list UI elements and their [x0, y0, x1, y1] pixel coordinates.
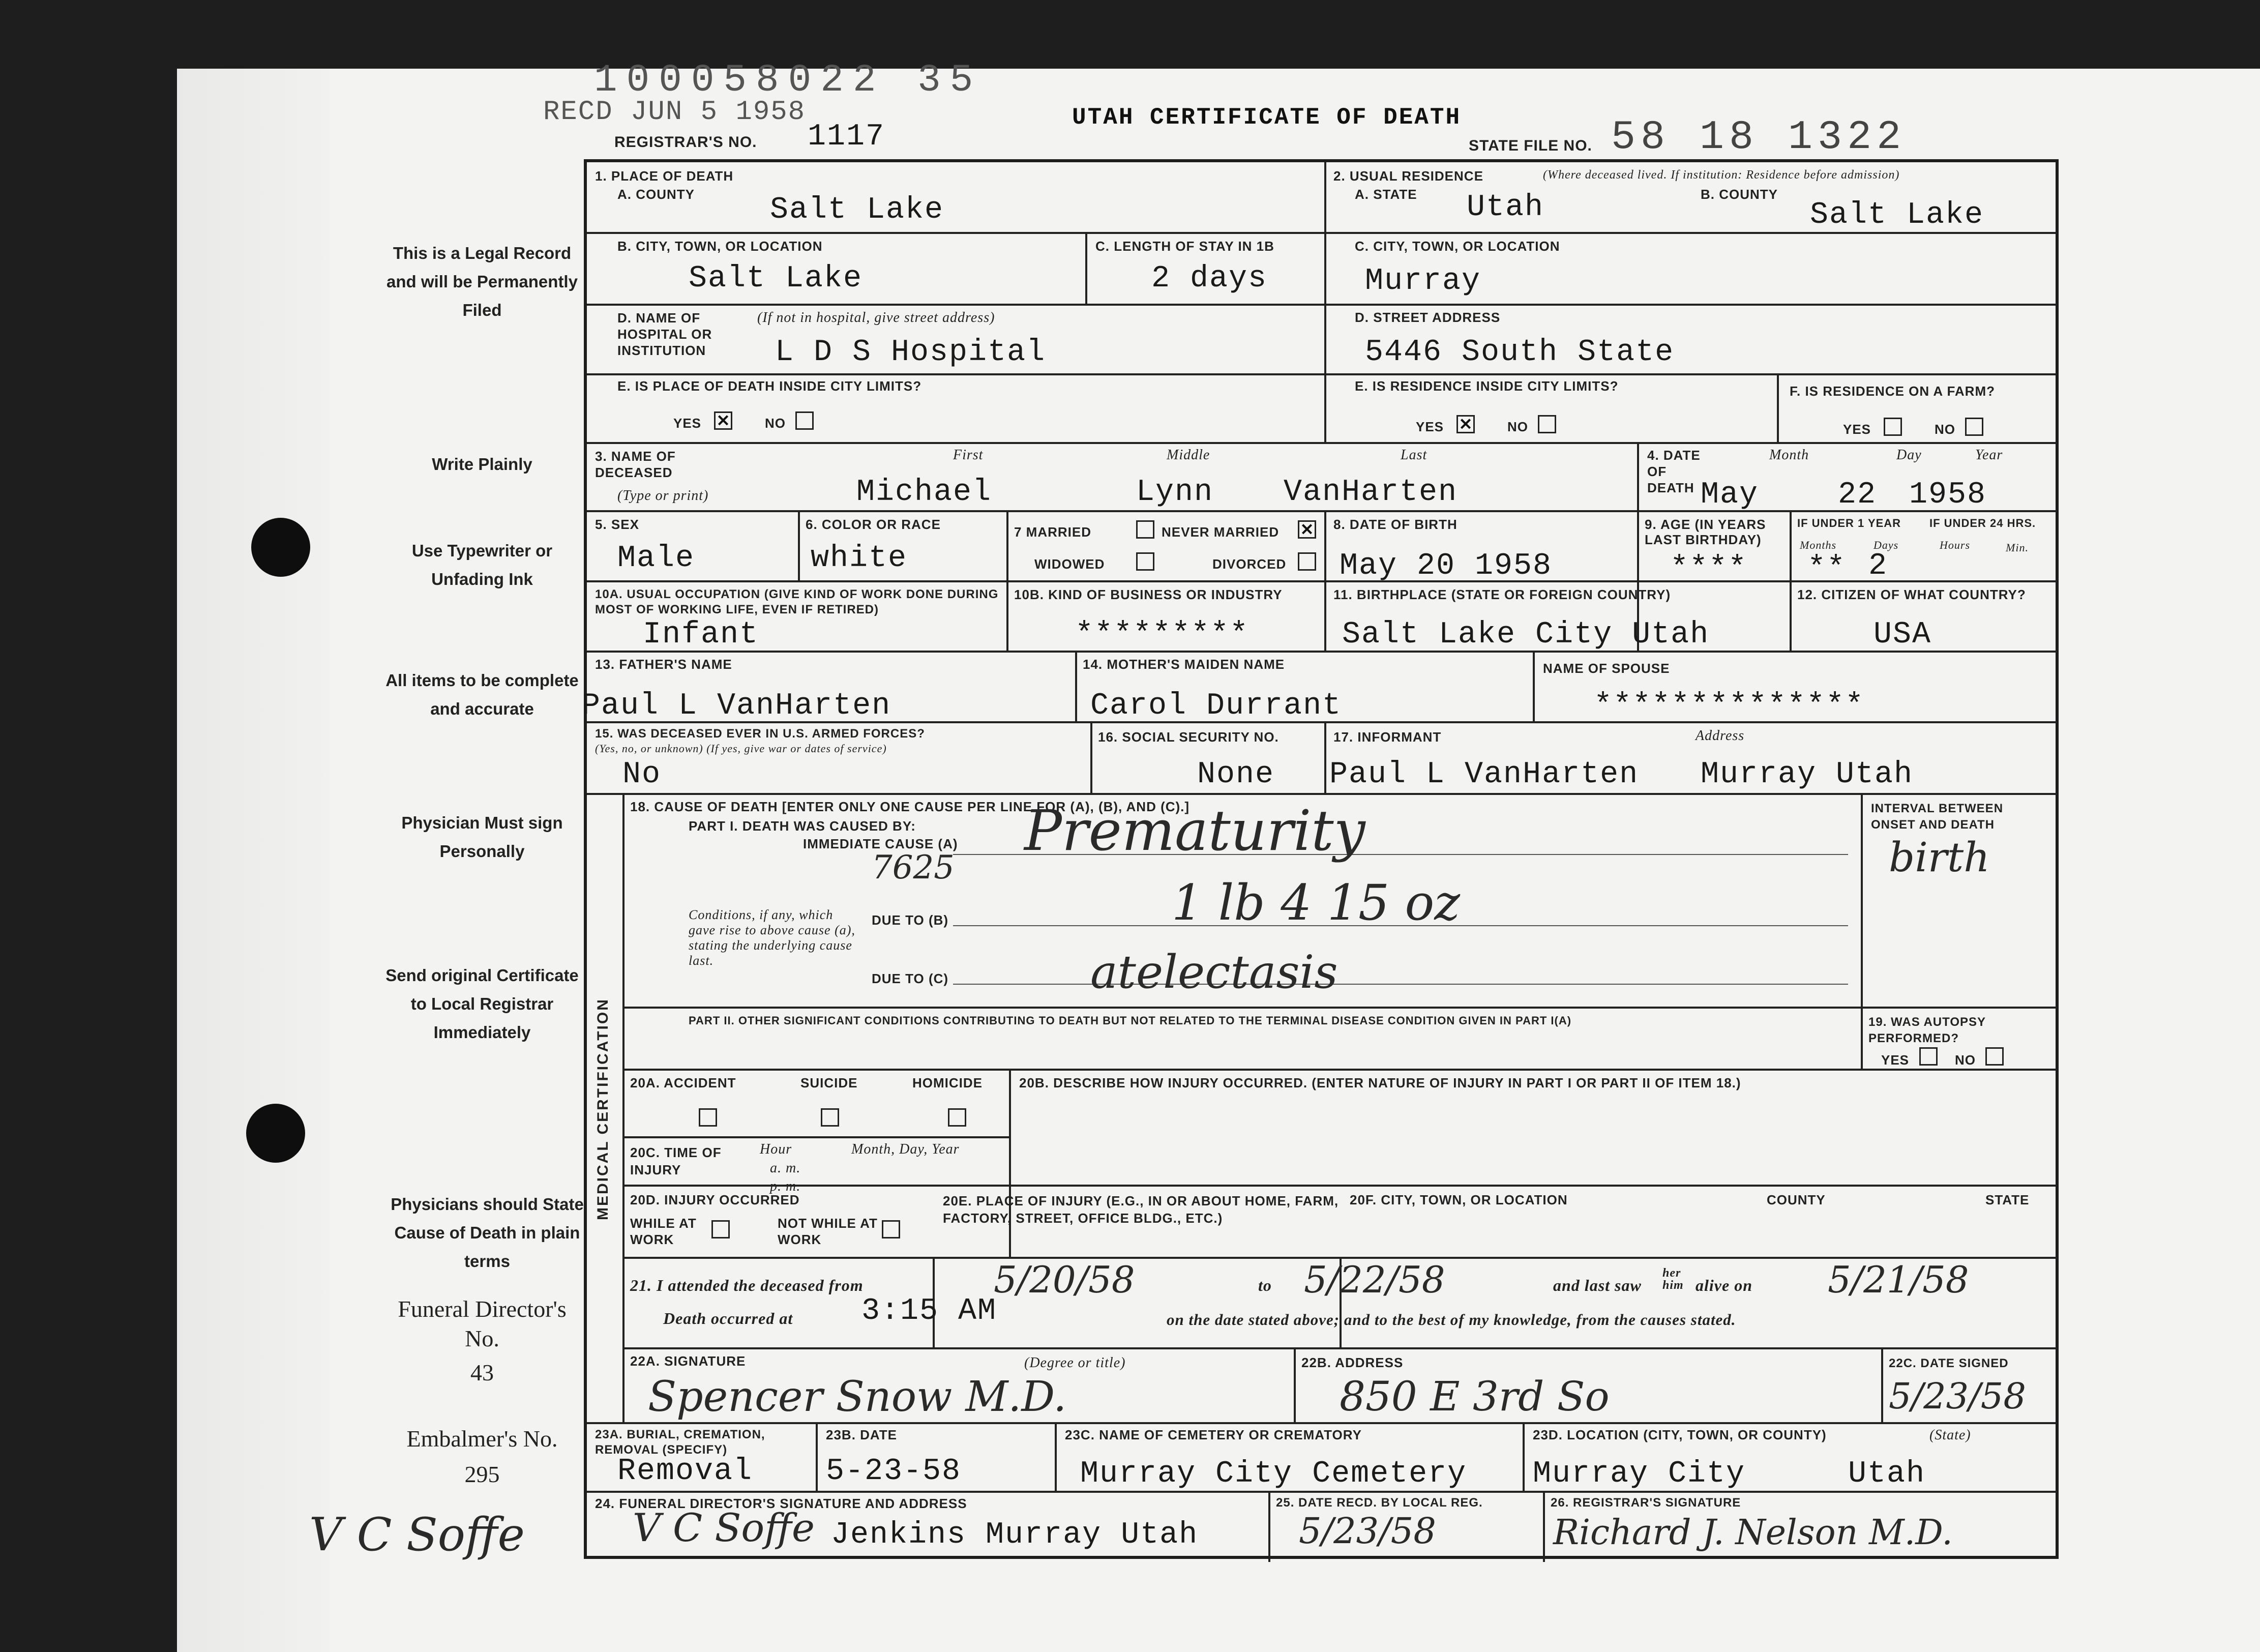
- label-dob: 8. DATE OF BIRTH: [1333, 517, 1458, 532]
- label-yes: YES: [673, 416, 702, 431]
- label-inside-city: E. IS PLACE OF DEATH INSIDE CITY LIMITS?: [617, 378, 922, 394]
- value-interval: birth: [1889, 834, 1990, 881]
- note-physician: Physician Must sign Personally: [401, 813, 563, 861]
- label-hospital-note: (If not in hospital, give street address): [757, 310, 995, 326]
- value-funeral-signature: V C Soffe: [633, 1505, 815, 1550]
- registrar-label: REGISTRAR'S NO.: [614, 134, 757, 151]
- label-him-her: her him: [1662, 1266, 1684, 1292]
- label-date-death: 4. DATE OF DEATH: [1647, 448, 1701, 495]
- checkbox-married[interactable]: [1136, 520, 1154, 539]
- value-sig-address: 850 E 3rd So: [1340, 1373, 1610, 1420]
- value-res-state: Utah: [1467, 190, 1544, 225]
- checkbox-accident[interactable]: [699, 1108, 717, 1127]
- value-res-county: Salt Lake: [1810, 198, 1984, 232]
- label-year: Year: [1975, 447, 2003, 463]
- value-informant-address: Murray Utah: [1701, 757, 1914, 792]
- label-date-signed: 22C. DATE SIGNED: [1889, 1356, 2009, 1370]
- label-hour: Hour: [760, 1141, 792, 1157]
- label-married: 7 MARRIED: [1014, 524, 1092, 540]
- note-complete: All items to be complete and accurate: [385, 671, 579, 718]
- value-sex: Male: [617, 541, 695, 576]
- label-mother: 14. MOTHER'S MAIDEN NAME: [1083, 657, 1285, 672]
- value-death-month: May: [1701, 478, 1759, 512]
- label-armed-forces: 15. WAS DECEASED EVER IN U.S. ARMED FORCES?: [595, 727, 925, 741]
- value-armed-forces: No: [622, 757, 662, 792]
- value-street: 5446 South State: [1365, 335, 1675, 370]
- label-last: Last: [1401, 447, 1428, 463]
- label-place-of-death: 1. PLACE OF DEATH: [595, 168, 734, 184]
- label-last-saw: and last saw: [1553, 1276, 1642, 1294]
- label-hospital: D. NAME OF HOSPITAL OR INSTITUTION: [617, 310, 712, 358]
- note-cause-plain: Physicians should State Cause of Death in plain terms: [391, 1195, 584, 1271]
- note-typewriter: Use Typewriter or Unfading Ink: [411, 541, 553, 588]
- label-burial-state: (State): [1929, 1427, 1971, 1443]
- label-injury-state: STATE: [1985, 1192, 2030, 1207]
- value-cause-c: atelectasis: [1090, 946, 1338, 999]
- label-injury-county: COUNTY: [1767, 1192, 1826, 1207]
- value-res-city: Murray: [1365, 264, 1481, 299]
- checkbox-farm-no[interactable]: [1965, 418, 1983, 436]
- label-res-county: B. COUNTY: [1701, 187, 1778, 202]
- label-hours: Hours: [1940, 539, 1971, 551]
- value-cause-a: Prematurity: [1024, 798, 1365, 863]
- label-state: A. STATE: [1355, 187, 1417, 202]
- label-days: Days: [1874, 539, 1899, 551]
- label-death-occurred: Death occurred at: [663, 1309, 793, 1328]
- value-informant: Paul L VanHarten: [1329, 757, 1639, 792]
- label-burial: 23A. BURIAL, CREMATION, REMOVAL (SPECIFY): [595, 1428, 765, 1457]
- label-due-to-b: DUE TO (B): [872, 912, 949, 928]
- state-file-number: 58 18 1322: [1611, 114, 1907, 161]
- label-yes: YES: [1843, 422, 1871, 437]
- label-no: NO: [1955, 1052, 1976, 1068]
- label-sig-address: 22B. ADDRESS: [1301, 1355, 1404, 1370]
- value-death-year: 1958: [1909, 478, 1987, 512]
- value-burial: Removal: [617, 1454, 753, 1489]
- value-date-signed: 5/23/58: [1889, 1375, 2026, 1417]
- label-under-1-year: IF UNDER 1 YEAR: [1797, 517, 1901, 529]
- embalmer-label: Embalmer's No.: [406, 1426, 558, 1452]
- label-no: NO: [765, 416, 786, 431]
- value-middle-name: Lynn: [1136, 475, 1214, 510]
- label-month-day-year: Month, Day, Year: [851, 1141, 960, 1157]
- label-month: Month: [1769, 447, 1809, 463]
- value-race: white: [811, 541, 908, 576]
- checkbox-widowed[interactable]: [1136, 552, 1154, 571]
- checkbox-suicide[interactable]: [821, 1108, 839, 1127]
- label-res-city: C. CITY, TOWN, OR LOCATION: [1355, 239, 1560, 254]
- checkbox-autopsy-no[interactable]: [1985, 1047, 2004, 1066]
- label-name: 3. NAME OF DECEASED: [595, 449, 676, 480]
- checkbox-inside-city-no[interactable]: [795, 411, 814, 430]
- label-time-injury: 20C. TIME OF INJURY: [630, 1145, 722, 1177]
- value-last-saw: 5/21/58: [1828, 1258, 1969, 1301]
- funeral-director-label: Funeral Director's No.: [398, 1296, 567, 1351]
- label-accident: 20A. ACCIDENT: [630, 1075, 736, 1090]
- value-death-time: 3:15 AM: [861, 1294, 997, 1329]
- value-length-stay: 2 days: [1151, 261, 1268, 296]
- label-armed-note: (Yes, no, or unknown) (If yes, give war or dates of service): [595, 742, 887, 755]
- checkbox-not-at-work[interactable]: [882, 1220, 900, 1238]
- label-am: a. m.: [770, 1160, 801, 1176]
- value-business: *********: [1075, 617, 1250, 652]
- checkbox-never-married[interactable]: ✕: [1298, 520, 1316, 539]
- label-name-note: (Type or print): [617, 488, 709, 504]
- value-burial-state: Utah: [1848, 1457, 1926, 1491]
- value-attended-from: 5/20/58: [994, 1258, 1135, 1301]
- label-no: NO: [1935, 422, 1955, 437]
- value-burial-date: 5-23-58: [826, 1454, 962, 1489]
- label-pm: p. m.: [770, 1178, 801, 1194]
- label-spouse: NAME OF SPOUSE: [1543, 661, 1670, 676]
- value-cemetery: Murray City Cemetery: [1080, 1457, 1467, 1491]
- label-conditions: Conditions, if any, which gave rise to above cause (a), stating the underlying cause last.: [689, 907, 855, 968]
- label-autopsy: 19. WAS AUTOPSY PERFORMED?: [1868, 1015, 1986, 1045]
- note-send-original: Send original Certificate to Local Registrar Immediately: [385, 966, 579, 1042]
- checkbox-divorced[interactable]: [1298, 552, 1316, 571]
- label-age: 9. AGE (IN YEARS LAST BIRTHDAY): [1645, 517, 1766, 547]
- value-weight-note: 7625: [872, 849, 955, 887]
- funeral-director-number: 43: [470, 1360, 494, 1385]
- label-no: NO: [1507, 419, 1528, 434]
- checkbox-autopsy-yes[interactable]: [1919, 1047, 1938, 1066]
- value-cause-b: 1 lb 4 15 oz: [1172, 874, 1460, 931]
- label-divorced: DIVORCED: [1212, 556, 1287, 572]
- medical-certification-label: MEDICAL CERTIFICATION: [594, 998, 611, 1220]
- label-usual-residence: 2. USUAL RESIDENCE: [1333, 168, 1483, 184]
- label-injury-how: 20B. DESCRIBE HOW INJURY OCCURRED. (ENTER NATURE OF INJURY IN PART I OR PART II OF ITEM 18.): [1019, 1075, 1741, 1090]
- value-city: Salt Lake: [689, 261, 863, 296]
- label-length-stay: C. LENGTH OF STAY IN 1B: [1095, 239, 1274, 254]
- label-res-inside: E. IS RESIDENCE INSIDE CITY LIMITS?: [1355, 378, 1619, 394]
- label-location: 23D. LOCATION (CITY, TOWN, OR COUNTY): [1533, 1427, 1827, 1442]
- value-citizen: USA: [1874, 617, 1932, 652]
- value-dob: May 20 1958: [1340, 549, 1553, 583]
- note-write-plainly: Write Plainly: [432, 455, 532, 474]
- certificate-title: UTAH CERTIFICATE OF DEATH: [1072, 104, 1462, 131]
- label-day: Day: [1896, 447, 1922, 463]
- label-degree: (Degree or title): [1024, 1355, 1126, 1371]
- label-date-local-reg: 25. DATE RECD. BY LOCAL REG.: [1276, 1496, 1483, 1510]
- label-cause-of-death: 18. CAUSE OF DEATH [ENTER ONLY ONE CAUSE PER LINE FOR (A), (B), AND (C).]: [630, 799, 1190, 814]
- label-yes: YES: [1881, 1052, 1910, 1068]
- label-usual-residence-note: (Where deceased lived. If institution: Residence before admission): [1543, 168, 1900, 182]
- label-min: Min.: [2006, 541, 2029, 554]
- label-funeral-signature: 24. FUNERAL DIRECTOR'S SIGNATURE AND ADDRESS: [595, 1496, 967, 1511]
- label-alive-on: alive on: [1696, 1276, 1752, 1294]
- value-location: Murray City: [1533, 1457, 1746, 1491]
- label-registrar-signature: 26. REGISTRAR'S SIGNATURE: [1551, 1496, 1741, 1510]
- label-county: A. COUNTY: [617, 187, 695, 202]
- label-attended: 21. I attended the deceased from: [630, 1276, 864, 1294]
- label-birthplace: 11. BIRTHPLACE (STATE OR FOREIGN COUNTRY): [1333, 587, 1671, 602]
- label-father: 13. FATHER'S NAME: [595, 657, 732, 672]
- value-occupation: Infant: [643, 617, 759, 652]
- label-street: D. STREET ADDRESS: [1355, 310, 1501, 325]
- label-race: 6. COLOR OR RACE: [806, 517, 941, 532]
- label-while-at-work: WHILE AT WORK: [630, 1216, 697, 1247]
- label-informant: 17. INFORMANT: [1333, 729, 1442, 745]
- label-due-to-c: DUE TO (C): [872, 971, 949, 986]
- checkbox-while-at-work[interactable]: [711, 1220, 730, 1238]
- value-death-day: 22: [1838, 478, 1877, 512]
- checkbox-homicide[interactable]: [948, 1108, 966, 1127]
- serial-stamp: 100058022 35: [594, 58, 983, 102]
- value-spouse: **************: [1594, 689, 1865, 723]
- label-place-injury: 20E. PLACE OF INJURY (E.G., IN OR ABOUT HOME, FARM, FACTORY, STREET, OFFICE BLDG., ETC.): [943, 1193, 1339, 1226]
- checkbox-inside-city-yes[interactable]: ✕: [714, 411, 732, 430]
- label-citizen: 12. CITIZEN OF WHAT COUNTRY?: [1797, 587, 2026, 602]
- value-physician-signature: Spencer Snow M.D.: [648, 1373, 1067, 1421]
- value-last-name: VanHarten: [1284, 475, 1458, 510]
- label-yes: YES: [1416, 419, 1444, 434]
- punch-hole: [246, 1104, 305, 1163]
- label-first: First: [953, 447, 984, 463]
- value-date-local-reg: 5/23/58: [1299, 1510, 1436, 1552]
- value-days: 2: [1868, 549, 1888, 583]
- value-mother: Carol Durrant: [1090, 689, 1342, 723]
- label-part2: PART II. OTHER SIGNIFICANT CONDITIONS CONTRIBUTING TO DEATH BUT NOT RELATED TO THE TERMINAL DISEASE CONDITION GIVEN IN PART I(A): [689, 1014, 1572, 1027]
- value-months: **: [1807, 551, 1847, 586]
- label-injury-occurred: 20D. INJURY OCCURRED: [630, 1192, 800, 1207]
- embalmer-number: 295: [464, 1461, 500, 1487]
- label-burial-date: 23B. DATE: [826, 1427, 897, 1442]
- label-under-24-hrs: IF UNDER 24 HRS.: [1929, 517, 2036, 529]
- label-not-at-work: NOT WHILE AT WORK: [778, 1216, 878, 1247]
- label-widowed: WIDOWED: [1034, 556, 1105, 572]
- label-sex: 5. SEX: [595, 517, 639, 532]
- value-attended-to: 5/22/58: [1304, 1258, 1445, 1301]
- label-suicide: SUICIDE: [800, 1075, 858, 1090]
- value-age: ****: [1670, 551, 1748, 586]
- value-funeral-address: Jenkins Murray Utah: [831, 1518, 1199, 1552]
- note-legal-record: This is a Legal Record and will be Permanently Filed: [386, 244, 578, 319]
- value-ssn: None: [1197, 757, 1275, 792]
- label-signature: 22A. SIGNATURE: [630, 1353, 746, 1369]
- checkbox-res-inside-no[interactable]: [1538, 415, 1556, 433]
- value-first-name: Michael: [856, 475, 992, 510]
- left-margin: [177, 69, 330, 1652]
- label-immediate-cause: IMMEDIATE CAUSE (A): [803, 836, 958, 851]
- label-business: 10B. KIND OF BUSINESS OR INDUSTRY: [1014, 587, 1283, 602]
- value-father: Paul L VanHarten: [582, 689, 891, 723]
- label-farm: F. IS RESIDENCE ON A FARM?: [1790, 383, 1995, 399]
- value-hospital: L D S Hospital: [775, 335, 1046, 370]
- label-injury-city: 20F. CITY, TOWN, OR LOCATION: [1350, 1192, 1568, 1207]
- value-birthplace: Salt Lake City Utah: [1342, 617, 1710, 652]
- punch-hole: [251, 518, 310, 577]
- received-stamp: RECD JUN 5 1958: [543, 97, 806, 128]
- label-middle: Middle: [1167, 447, 1210, 463]
- registrar-number: 1117: [808, 120, 885, 154]
- value-county: Salt Lake: [770, 193, 944, 227]
- embalmer-initials: V C Soffe: [309, 1508, 525, 1561]
- label-to: to: [1258, 1276, 1272, 1294]
- label-ssn: 16. SOCIAL SECURITY NO.: [1098, 729, 1279, 745]
- checkbox-farm-yes[interactable]: [1884, 418, 1902, 436]
- label-occupation: 10A. USUAL OCCUPATION (GIVE KIND OF WORK DONE DURING MOST OF WORKING LIFE, EVEN IF RETIRED): [595, 587, 999, 616]
- label-never-married: NEVER MARRIED: [1162, 524, 1280, 540]
- label-cemetery: 23C. NAME OF CEMETERY OR CREMATORY: [1065, 1427, 1362, 1442]
- certificate-form: [584, 159, 2059, 1559]
- label-on-date: on the date stated above; and to the best of my knowledge, from the causes stated.: [1167, 1311, 1736, 1329]
- label-interval: INTERVAL BETWEEN ONSET AND DEATH: [1871, 802, 2004, 832]
- label-informant-address: Address: [1696, 728, 1745, 744]
- label-part1: PART I. DEATH WAS CAUSED BY:: [689, 818, 916, 834]
- label-months: Months: [1800, 539, 1836, 551]
- label-city: B. CITY, TOWN, OR LOCATION: [617, 239, 823, 254]
- state-file-label: STATE FILE NO.: [1469, 137, 1592, 154]
- value-registrar-signature: Richard J. Nelson M.D.: [1553, 1513, 1953, 1553]
- checkbox-res-inside-yes[interactable]: ✕: [1456, 415, 1475, 433]
- label-homicide: HOMICIDE: [912, 1075, 983, 1090]
